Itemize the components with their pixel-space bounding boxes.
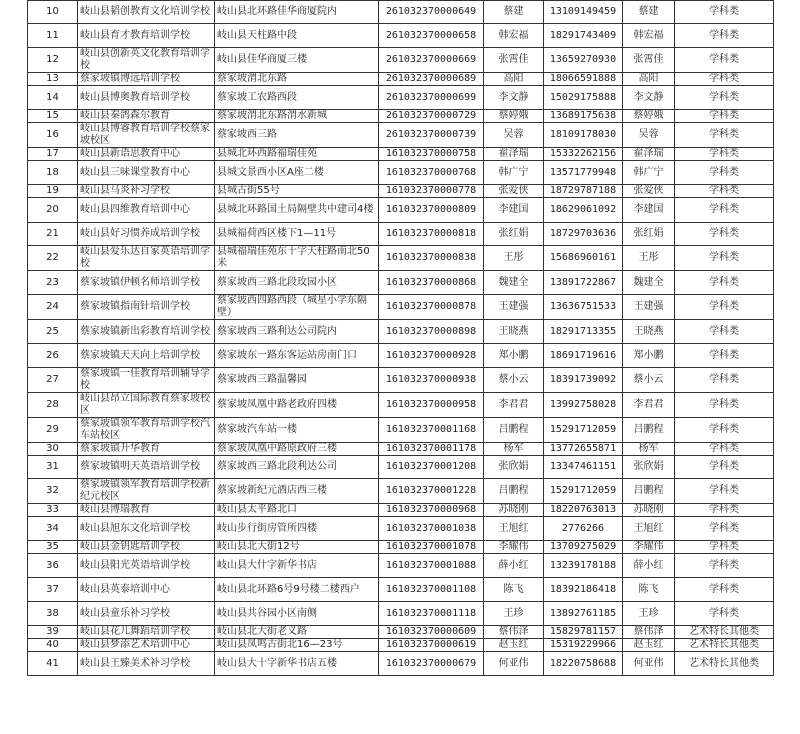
cell-category: 学科类 [675, 223, 774, 246]
table-row [28, 223, 774, 246]
cell-school-name: 岐山县创新英文化教育培训学校 [78, 48, 215, 73]
cell-contact: 杨军 [623, 443, 675, 456]
cell-category: 学科类 [675, 479, 774, 504]
table-row [28, 418, 774, 443]
cell-address: 蔡家坡西四路西段（城星小学东隔壁） [215, 295, 379, 320]
cell-credit-code: 261032370000729 [379, 110, 484, 123]
cell-school-name: 岐山县马炎补习学校 [78, 185, 215, 198]
cell-category: 学科类 [675, 24, 774, 48]
cell-category: 艺术特长其他类 [675, 639, 774, 652]
cell-legal-person: 王晓燕 [484, 320, 544, 344]
cell-legal-person: 韩广宁 [484, 161, 544, 185]
cell-number: 17 [28, 148, 78, 161]
cell-school-name: 岐山县昂立国际教育蔡家坡校区 [78, 393, 215, 418]
school-registry-table-container [27, 0, 773, 676]
cell-school-name: 蔡家坡镇升华教育 [78, 443, 215, 456]
cell-credit-code: 161032370001078 [379, 541, 484, 554]
cell-address: 县城文景西小区A座二楼 [215, 161, 379, 185]
cell-school-name: 岐山县爱乐达自家英语培训学校 [78, 246, 215, 271]
cell-credit-code: 161032370000938 [379, 368, 484, 393]
cell-credit-code: 261032370000649 [379, 1, 484, 24]
table-row [28, 161, 774, 185]
cell-legal-person: 李建国 [484, 198, 544, 223]
cell-credit-code: 261032370000669 [379, 48, 484, 73]
table-row [28, 185, 774, 198]
table-row [28, 443, 774, 456]
cell-phone: 18109178030 [544, 123, 623, 148]
cell-school-name: 蔡家坡镇伊顿名师培训学校 [78, 271, 215, 295]
cell-contact: 张红娟 [623, 223, 675, 246]
cell-address: 蔡家坡新纪元酒店西三楼 [215, 479, 379, 504]
cell-number: 20 [28, 198, 78, 223]
cell-legal-person: 吴蓉 [484, 123, 544, 148]
table-row [28, 24, 774, 48]
table-row [28, 123, 774, 148]
cell-contact: 蔡伟泽 [623, 626, 675, 639]
cell-number: 30 [28, 443, 78, 456]
cell-contact: 王彤 [623, 246, 675, 271]
cell-credit-code: 161032370000778 [379, 185, 484, 198]
cell-legal-person: 张红娟 [484, 223, 544, 246]
cell-number: 24 [28, 295, 78, 320]
cell-number: 14 [28, 86, 78, 110]
table-row [28, 295, 774, 320]
cell-credit-code: 161032370001208 [379, 456, 484, 479]
cell-legal-person: 张欣娟 [484, 456, 544, 479]
cell-contact: 吴蓉 [623, 123, 675, 148]
cell-legal-person: 郑小鹏 [484, 344, 544, 368]
cell-legal-person: 王旭红 [484, 517, 544, 541]
cell-school-name: 岐山县博瑞教育 [78, 504, 215, 517]
cell-phone: 18220763013 [544, 504, 623, 517]
cell-phone: 18291713355 [544, 320, 623, 344]
cell-contact: 赵玉红 [623, 639, 675, 652]
cell-address: 岐山县共谷园小区南侧 [215, 602, 379, 626]
cell-credit-code: 161032370001038 [379, 517, 484, 541]
cell-credit-code: 161032370000619 [379, 639, 484, 652]
table-row [28, 86, 774, 110]
cell-number: 15 [28, 110, 78, 123]
cell-school-name: 蔡家坡镇明天英语培训学校 [78, 456, 215, 479]
cell-category: 学科类 [675, 541, 774, 554]
cell-school-name: 岐山县金钥匙培训学校 [78, 541, 215, 554]
cell-contact: 韩宏福 [623, 24, 675, 48]
cell-legal-person: 魏建全 [484, 271, 544, 295]
cell-legal-person: 吕鹏程 [484, 418, 544, 443]
cell-legal-person: 韩宏福 [484, 24, 544, 48]
cell-phone: 13992758028 [544, 393, 623, 418]
cell-address: 岐山县北环路佳华商厦院内 [215, 1, 379, 24]
cell-category: 学科类 [675, 320, 774, 344]
cell-phone: 18729703636 [544, 223, 623, 246]
cell-address: 岐山县佳华商厦三楼 [215, 48, 379, 73]
cell-phone: 18391739092 [544, 368, 623, 393]
cell-legal-person: 高阳 [484, 73, 544, 86]
cell-credit-code: 161032370001228 [379, 479, 484, 504]
cell-number: 21 [28, 223, 78, 246]
table-row [28, 320, 774, 344]
cell-credit-code: 161032370000838 [379, 246, 484, 271]
cell-school-name: 蔡家坡镇博远培训学校 [78, 73, 215, 86]
cell-number: 25 [28, 320, 78, 344]
cell-credit-code: 161032370000868 [379, 271, 484, 295]
table-row [28, 456, 774, 479]
cell-school-name: 岐山县英泰培训中心 [78, 578, 215, 602]
cell-school-name: 岐山县王臻美术补习学校 [78, 652, 215, 676]
cell-address: 岐山县太平路北口 [215, 504, 379, 517]
cell-credit-code: 161032370001118 [379, 602, 484, 626]
cell-contact: 蔡小云 [623, 368, 675, 393]
cell-category: 学科类 [675, 504, 774, 517]
cell-address: 岐山县大十字新华书店五楼 [215, 652, 379, 676]
cell-category: 学科类 [675, 602, 774, 626]
cell-phone: 15291712059 [544, 479, 623, 504]
cell-category: 学科类 [675, 1, 774, 24]
cell-category: 学科类 [675, 418, 774, 443]
cell-contact: 李建国 [623, 198, 675, 223]
cell-address: 蔡家坡西三路北段玫园小区 [215, 271, 379, 295]
cell-address: 蔡家坡西三路温馨园 [215, 368, 379, 393]
cell-credit-code: 161032370001178 [379, 443, 484, 456]
cell-school-name: 岐山县童乐补习学校 [78, 602, 215, 626]
cell-legal-person: 张霄佳 [484, 48, 544, 73]
cell-number: 37 [28, 578, 78, 602]
school-registry-table [27, 0, 774, 676]
cell-contact: 韩广宁 [623, 161, 675, 185]
cell-school-name: 岐山县韬创教育文化培训学校 [78, 1, 215, 24]
table-body [28, 1, 774, 676]
cell-school-name: 岐山县博奥教育培训学校 [78, 86, 215, 110]
cell-address: 蔡家坡西三路利达公司院内 [215, 320, 379, 344]
cell-credit-code: 161032370000679 [379, 652, 484, 676]
table-row [28, 344, 774, 368]
cell-number: 13 [28, 73, 78, 86]
cell-credit-code: 161032370000809 [379, 198, 484, 223]
cell-address: 蔡家坡西三路北段利达公司 [215, 456, 379, 479]
cell-phone: 13239178188 [544, 554, 623, 578]
table-row [28, 517, 774, 541]
cell-legal-person: 苏晓刚 [484, 504, 544, 517]
cell-number: 38 [28, 602, 78, 626]
cell-number: 12 [28, 48, 78, 73]
cell-address: 县城北环西路福瑞佳苑 [215, 148, 379, 161]
cell-school-name: 蔡家坡镇指南针培训学校 [78, 295, 215, 320]
cell-credit-code: 261032370000739 [379, 123, 484, 148]
cell-contact: 李君君 [623, 393, 675, 418]
cell-phone: 13636751533 [544, 295, 623, 320]
cell-category: 学科类 [675, 73, 774, 86]
cell-category: 学科类 [675, 48, 774, 73]
cell-school-name: 岐山县三味课堂教育中心 [78, 161, 215, 185]
cell-address: 岐山县天柱路中段 [215, 24, 379, 48]
table-row [28, 626, 774, 639]
cell-legal-person: 王建强 [484, 295, 544, 320]
cell-legal-person: 薛小红 [484, 554, 544, 578]
cell-phone: 18291743409 [544, 24, 623, 48]
cell-legal-person: 赵玉红 [484, 639, 544, 652]
cell-number: 23 [28, 271, 78, 295]
cell-category: 学科类 [675, 554, 774, 578]
cell-category: 学科类 [675, 578, 774, 602]
cell-phone: 13109149459 [544, 1, 623, 24]
cell-credit-code: 261032370000658 [379, 24, 484, 48]
cell-school-name: 蔡家坡镇一佳教育培训辅导学校 [78, 368, 215, 393]
cell-contact: 李文静 [623, 86, 675, 110]
cell-phone: 13892761185 [544, 602, 623, 626]
cell-contact: 李耀伟 [623, 541, 675, 554]
cell-address: 蔡家坡凤凰中路老政府四楼 [215, 393, 379, 418]
cell-credit-code: 161032370000818 [379, 223, 484, 246]
cell-category: 学科类 [675, 86, 774, 110]
table-row [28, 578, 774, 602]
cell-phone: 15291712059 [544, 418, 623, 443]
cell-phone: 13659270930 [544, 48, 623, 73]
cell-contact: 郑小鹏 [623, 344, 675, 368]
cell-number: 32 [28, 479, 78, 504]
cell-credit-code: 161032370000928 [379, 344, 484, 368]
cell-number: 19 [28, 185, 78, 198]
cell-number: 39 [28, 626, 78, 639]
cell-contact: 王旭红 [623, 517, 675, 541]
cell-number: 40 [28, 639, 78, 652]
cell-category: 学科类 [675, 185, 774, 198]
cell-contact: 张霄佳 [623, 48, 675, 73]
cell-category: 学科类 [675, 443, 774, 456]
table-row [28, 1, 774, 24]
cell-contact: 苏晓刚 [623, 504, 675, 517]
table-row [28, 541, 774, 554]
cell-contact: 翟泽瑞 [623, 148, 675, 161]
cell-contact: 王珍 [623, 602, 675, 626]
table-row [28, 554, 774, 578]
cell-school-name: 岐山县博睿教育培训学校蔡家坡校区 [78, 123, 215, 148]
cell-contact: 吕鹏程 [623, 418, 675, 443]
cell-credit-code: 161032370000958 [379, 393, 484, 418]
cell-phone: 13772655871 [544, 443, 623, 456]
cell-number: 11 [28, 24, 78, 48]
cell-address: 蔡家坡汽车站一楼 [215, 418, 379, 443]
cell-school-name: 岐山县好习惯养成培训学校 [78, 223, 215, 246]
cell-legal-person: 李耀伟 [484, 541, 544, 554]
cell-credit-code: 161032370001108 [379, 578, 484, 602]
cell-credit-code: 161032370000968 [379, 504, 484, 517]
table-row [28, 368, 774, 393]
cell-credit-code: 161032370001088 [379, 554, 484, 578]
cell-school-name: 岐山县新语思教育中心 [78, 148, 215, 161]
cell-phone: 15829781157 [544, 626, 623, 639]
cell-phone: 13709275029 [544, 541, 623, 554]
cell-category: 艺术特长其他类 [675, 626, 774, 639]
table-row [28, 271, 774, 295]
cell-address: 岐山县北环路6号9号楼二楼西户 [215, 578, 379, 602]
cell-phone: 15332262156 [544, 148, 623, 161]
cell-credit-code: 261032370000689 [379, 73, 484, 86]
cell-phone: 2776266 [544, 517, 623, 541]
cell-phone: 15686960161 [544, 246, 623, 271]
cell-school-name: 岐山县四维教育培训中心 [78, 198, 215, 223]
cell-legal-person: 吕鹏程 [484, 479, 544, 504]
cell-phone: 15029175888 [544, 86, 623, 110]
cell-school-name: 岐山县花儿舞蹈培训学校 [78, 626, 215, 639]
cell-legal-person: 杨军 [484, 443, 544, 456]
cell-address: 岐山县北大街12号 [215, 541, 379, 554]
cell-category: 学科类 [675, 110, 774, 123]
cell-school-name: 岐山县梦添艺术培训中心 [78, 639, 215, 652]
cell-address: 蔡家坡渭北东路渭水新城 [215, 110, 379, 123]
cell-credit-code: 261032370000699 [379, 86, 484, 110]
table-row [28, 639, 774, 652]
cell-address: 岐山步行街房管所四楼 [215, 517, 379, 541]
cell-number: 34 [28, 517, 78, 541]
cell-category: 学科类 [675, 368, 774, 393]
cell-address: 蔡家坡工农路西段 [215, 86, 379, 110]
cell-number: 33 [28, 504, 78, 517]
table-row [28, 48, 774, 73]
cell-contact: 何亚伟 [623, 652, 675, 676]
cell-contact: 王建强 [623, 295, 675, 320]
cell-category: 学科类 [675, 148, 774, 161]
cell-credit-code: 161032370000898 [379, 320, 484, 344]
table-row [28, 393, 774, 418]
table-row [28, 110, 774, 123]
cell-contact: 吕鹏程 [623, 479, 675, 504]
cell-credit-code: 161032370001168 [379, 418, 484, 443]
cell-school-name: 蔡家坡镇天天向上培训学校 [78, 344, 215, 368]
cell-credit-code: 161032370000758 [379, 148, 484, 161]
cell-legal-person: 何亚伟 [484, 652, 544, 676]
cell-address: 岐山县大什字新华书店 [215, 554, 379, 578]
cell-address: 县城古街55号 [215, 185, 379, 198]
cell-number: 31 [28, 456, 78, 479]
cell-address: 蔡家坡西三路 [215, 123, 379, 148]
cell-category: 学科类 [675, 198, 774, 223]
cell-address: 蔡家坡渭北东路 [215, 73, 379, 86]
table-row [28, 479, 774, 504]
cell-phone: 13689175638 [544, 110, 623, 123]
cell-number: 18 [28, 161, 78, 185]
table-row [28, 73, 774, 86]
cell-number: 35 [28, 541, 78, 554]
cell-school-name: 蔡家坡镇新出彩教育培训学校 [78, 320, 215, 344]
cell-contact: 高阳 [623, 73, 675, 86]
cell-phone: 18691719616 [544, 344, 623, 368]
cell-legal-person: 王珍 [484, 602, 544, 626]
table-row [28, 602, 774, 626]
cell-number: 22 [28, 246, 78, 271]
cell-number: 29 [28, 418, 78, 443]
cell-category: 学科类 [675, 123, 774, 148]
cell-school-name: 蔡家坡镇领军教育培训学校汽车站校区 [78, 418, 215, 443]
cell-phone: 13347461151 [544, 456, 623, 479]
cell-contact: 魏建全 [623, 271, 675, 295]
cell-number: 41 [28, 652, 78, 676]
table-row [28, 148, 774, 161]
cell-phone: 18220758688 [544, 652, 623, 676]
cell-credit-code: 161032370000878 [379, 295, 484, 320]
cell-contact: 蔡建 [623, 1, 675, 24]
cell-legal-person: 李君君 [484, 393, 544, 418]
cell-category: 学科类 [675, 271, 774, 295]
cell-legal-person: 蔡伟泽 [484, 626, 544, 639]
cell-legal-person: 翟泽瑞 [484, 148, 544, 161]
cell-number: 16 [28, 123, 78, 148]
cell-legal-person: 陈飞 [484, 578, 544, 602]
cell-category: 学科类 [675, 393, 774, 418]
cell-address: 县城北环路国土局隔壁共中建司4楼 [215, 198, 379, 223]
cell-legal-person: 蔡小云 [484, 368, 544, 393]
cell-legal-person: 王彤 [484, 246, 544, 271]
cell-number: 27 [28, 368, 78, 393]
table-row [28, 504, 774, 517]
cell-contact: 张欣娟 [623, 456, 675, 479]
cell-legal-person: 蔡婷娥 [484, 110, 544, 123]
cell-category: 学科类 [675, 246, 774, 271]
cell-school-name: 岐山县育才教育培训学校 [78, 24, 215, 48]
cell-address: 县城福瑞佳苑东十字天柱路南北50米 [215, 246, 379, 271]
cell-category: 艺术特长其他类 [675, 652, 774, 676]
cell-phone: 13891722867 [544, 271, 623, 295]
table-row [28, 652, 774, 676]
cell-phone: 15319229966 [544, 639, 623, 652]
cell-category: 学科类 [675, 517, 774, 541]
cell-contact: 蔡婷娥 [623, 110, 675, 123]
cell-number: 28 [28, 393, 78, 418]
cell-legal-person: 张爱侠 [484, 185, 544, 198]
cell-phone: 18629061092 [544, 198, 623, 223]
cell-address: 县城福荷西区楼下1—11号 [215, 223, 379, 246]
cell-number: 36 [28, 554, 78, 578]
cell-legal-person: 李文静 [484, 86, 544, 110]
cell-school-name: 岐山县旭东文化培训学校 [78, 517, 215, 541]
cell-address: 岐山县北大街老义路 [215, 626, 379, 639]
cell-category: 学科类 [675, 161, 774, 185]
cell-legal-person: 蔡建 [484, 1, 544, 24]
cell-credit-code: 161032370000609 [379, 626, 484, 639]
cell-school-name: 蔡家坡镇领军教育培训学校新纪元校区 [78, 479, 215, 504]
cell-phone: 18066591888 [544, 73, 623, 86]
cell-address: 蔡家坡东一路东客运站房南门口 [215, 344, 379, 368]
table-row [28, 246, 774, 271]
cell-contact: 张爱侠 [623, 185, 675, 198]
cell-credit-code: 161032370000768 [379, 161, 484, 185]
cell-contact: 王晓燕 [623, 320, 675, 344]
cell-phone: 18392186418 [544, 578, 623, 602]
cell-contact: 陈飞 [623, 578, 675, 602]
cell-phone: 18729787188 [544, 185, 623, 198]
cell-category: 学科类 [675, 295, 774, 320]
cell-address: 蔡家坡凤凰中路原政府三楼 [215, 443, 379, 456]
cell-contact: 薛小红 [623, 554, 675, 578]
cell-number: 26 [28, 344, 78, 368]
cell-number: 10 [28, 1, 78, 24]
cell-school-name: 岐山县秦鸽森尔教育 [78, 110, 215, 123]
cell-school-name: 岐山县阳光英语培训学校 [78, 554, 215, 578]
cell-category: 学科类 [675, 456, 774, 479]
table-row [28, 198, 774, 223]
cell-category: 学科类 [675, 344, 774, 368]
cell-phone: 13571779948 [544, 161, 623, 185]
cell-address: 岐山县凤鸣古街北16—23号 [215, 639, 379, 652]
